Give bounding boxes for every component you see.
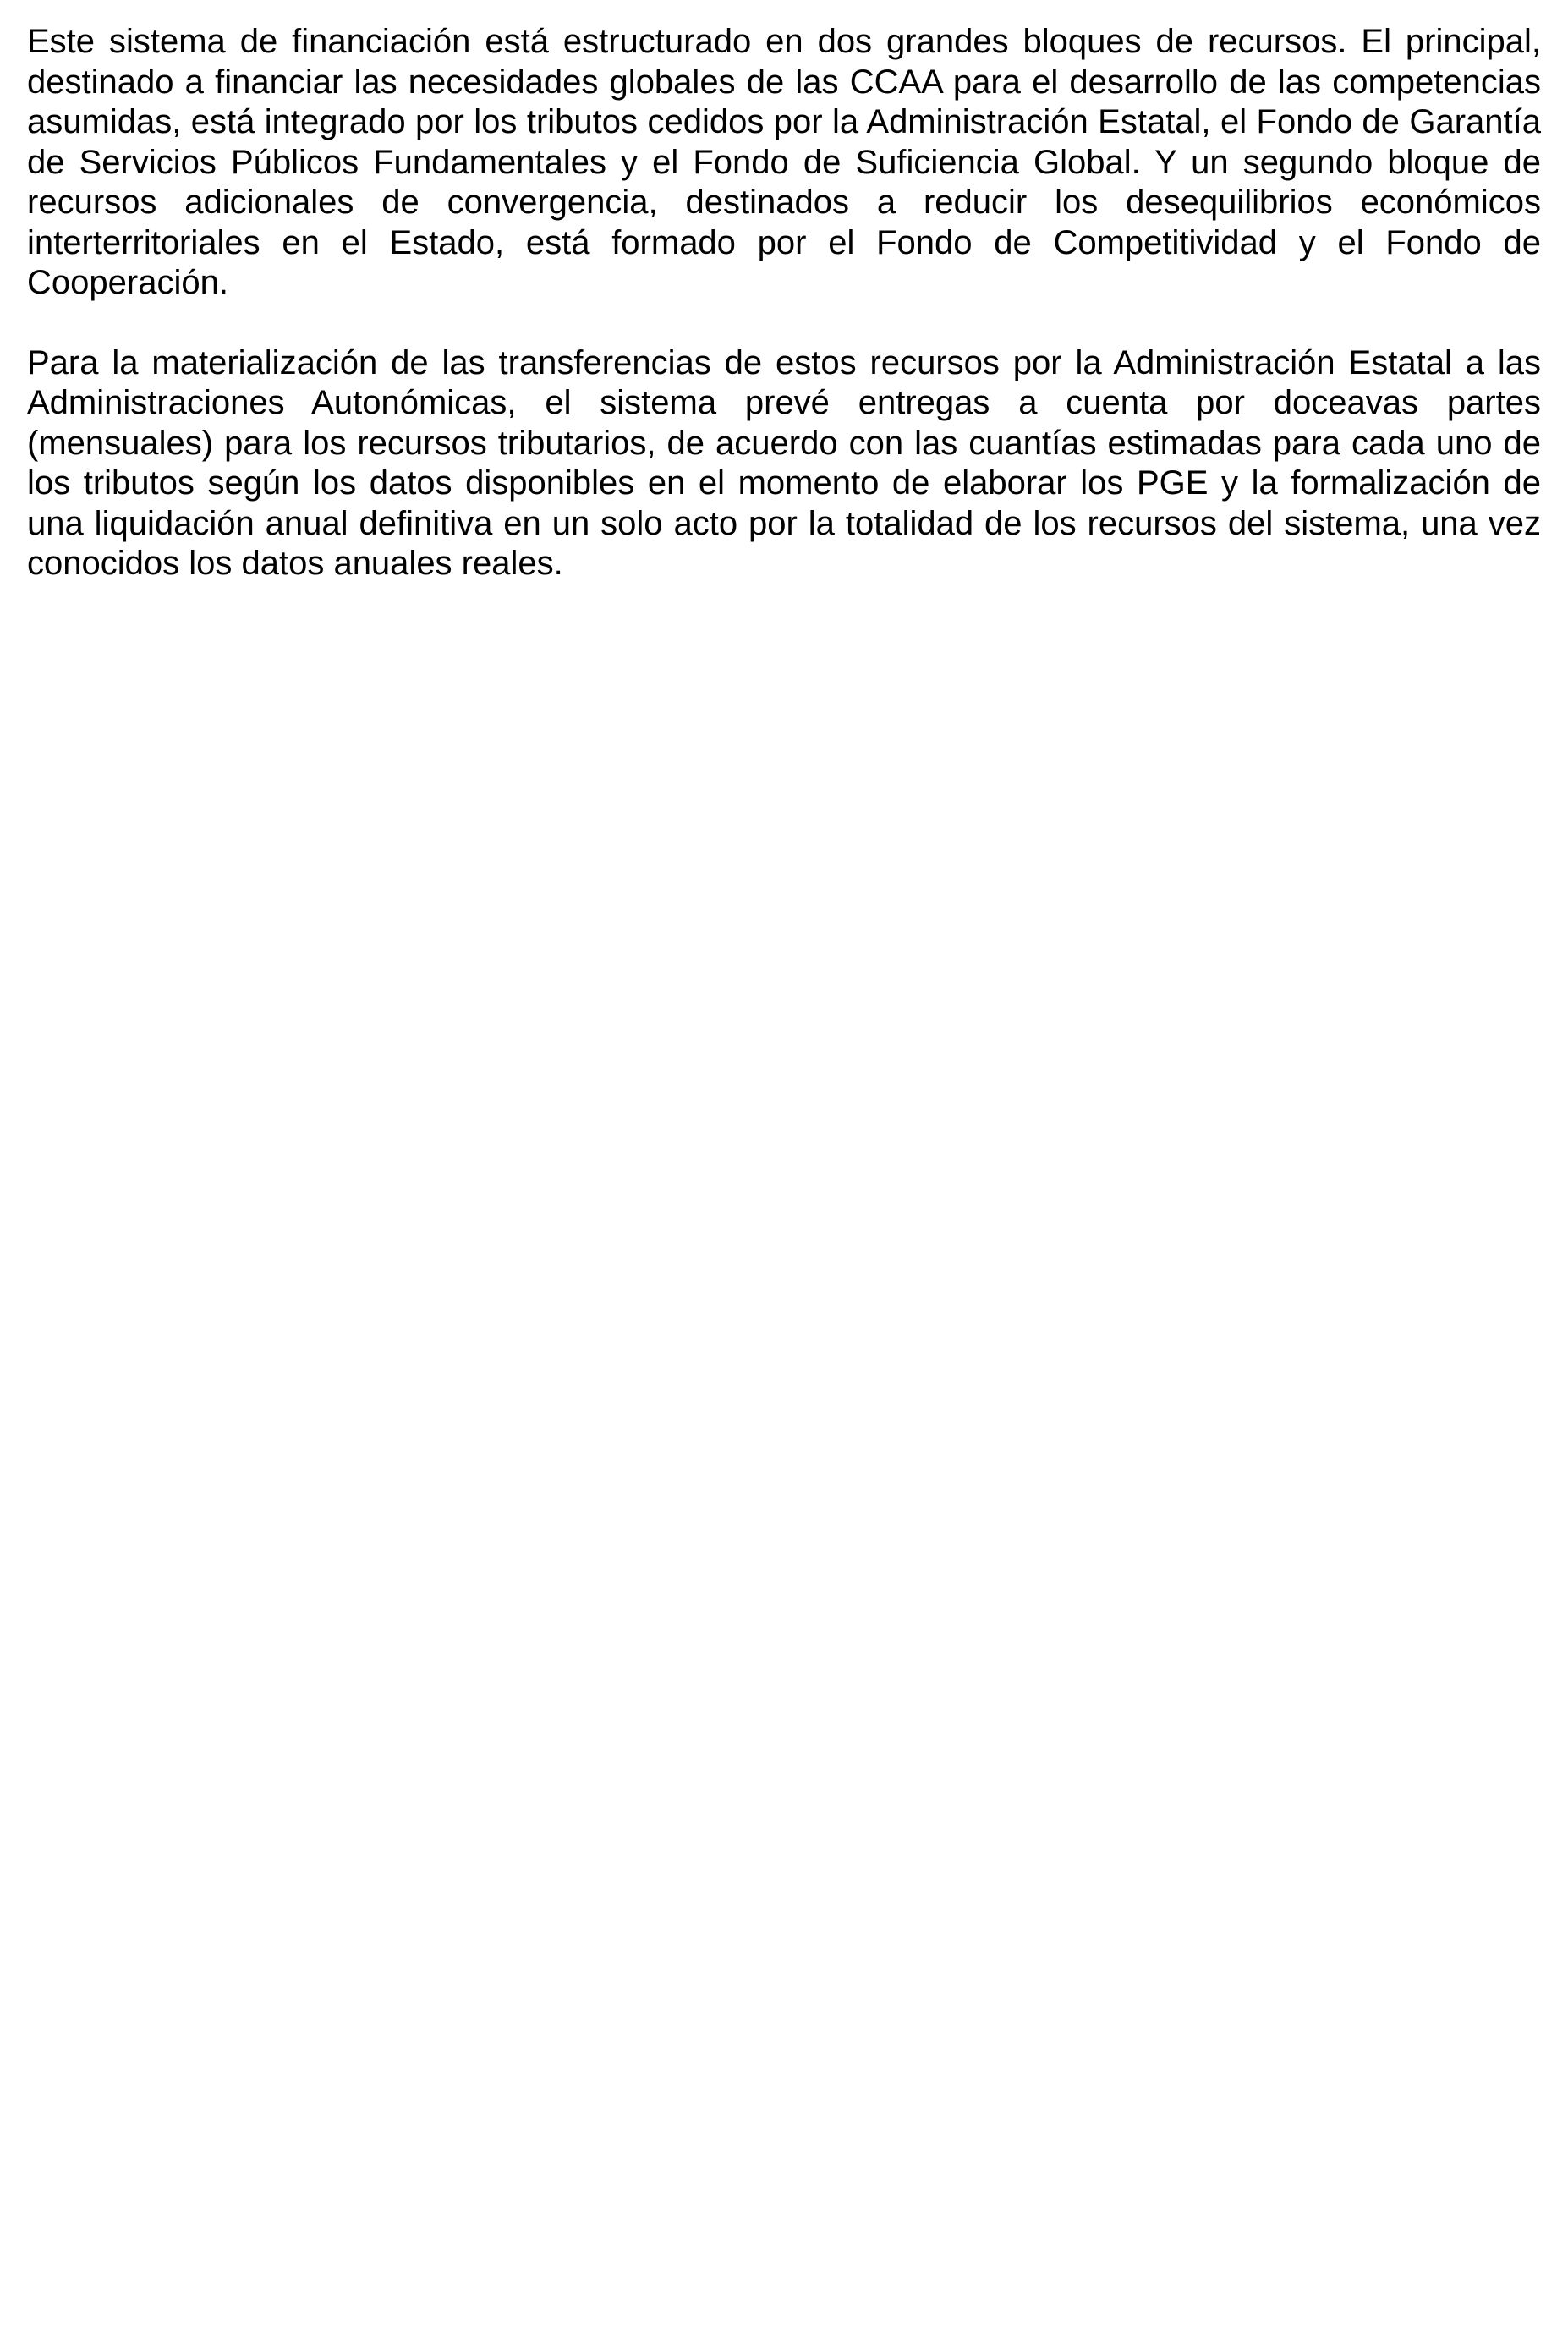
document-page xyxy=(27,22,1541,584)
body-paragraph-transfer-process: Para la materialización de las transferencias de estos recursos por la Administración Estatal a las Administraciones Autonómicas, el sistema prevé entregas a cuenta por doceavas partes (mensuales) para los recursos tributarios, de acuerdo con las cuantías estimadas para cada uno de los tributos según los datos disponibles en el momento de elaborar los PGE y la formalización de una liquidación anual definitiva en un solo acto por la totalidad de los recursos del sistema, una vez conocidos los datos anuales reales. xyxy=(27,343,1541,582)
body-paragraph-financing-structure: Este sistema de financiación está estructurado en dos grandes bloques de recursos. El principal, destinado a financiar las necesidades globales de las CCAA para el desarrollo de las competencias asumidas, está integrado por los tributos cedidos por la Administración Estatal, el Fondo de Garantía de Servicios Públicos Fundamentales y el Fondo de Suficiencia Global. Y un segundo bloque de recursos adicionales de convergencia, destinados a reducir los desequilibrios económicos interterritoriales en el Estado, está formado por el Fondo de Competitividad y el Fondo de Cooperación. xyxy=(27,23,1541,301)
